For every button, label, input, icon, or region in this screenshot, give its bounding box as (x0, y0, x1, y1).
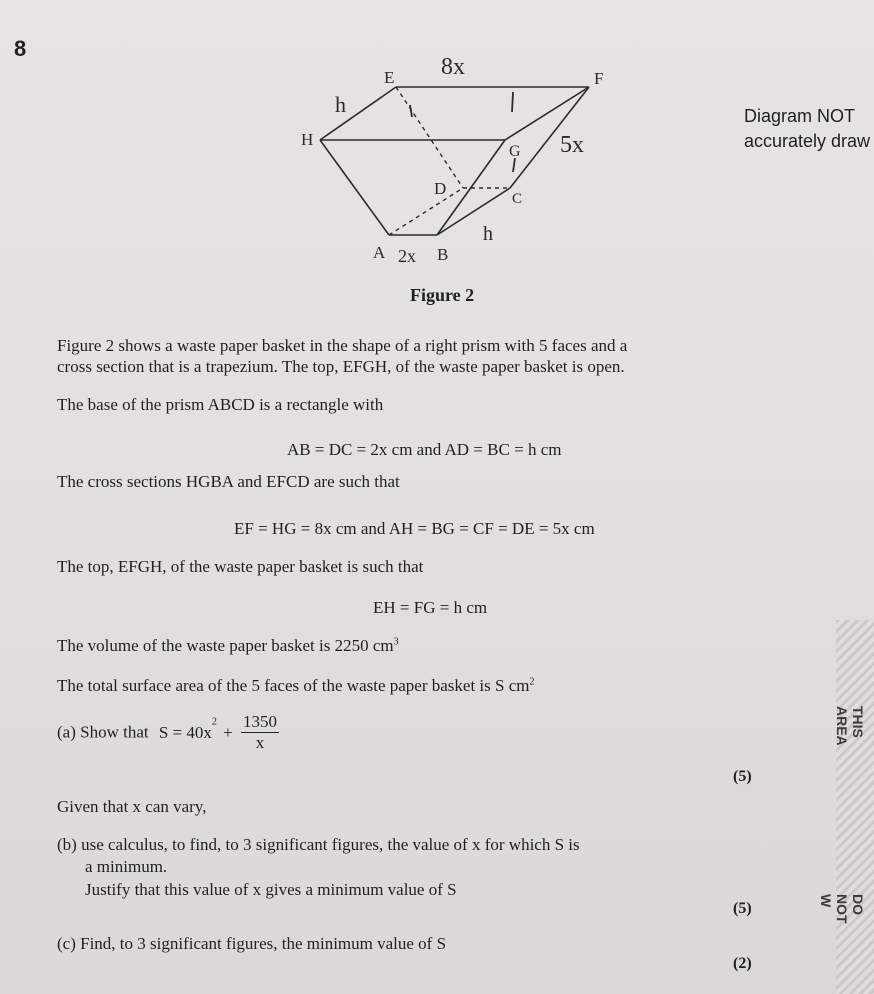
volume-exponent: 3 (393, 636, 399, 648)
equation-base: AB = DC = 2x cm and AD = BC = h cm (287, 440, 562, 459)
volume-value: 2250 cm (334, 636, 394, 655)
vertex-label-C: C (512, 191, 523, 207)
marks-a: (5) (733, 768, 752, 785)
vertex-label-E: E (384, 68, 395, 87)
vertex-label-D: D (434, 179, 447, 198)
margin-text-upper: THIS AREA (834, 706, 866, 746)
part-a-label: (a) Show that (57, 722, 149, 742)
vertex-label-F: F (594, 69, 604, 88)
surface-area-statement (57, 676, 535, 696)
edge-BC (437, 188, 510, 235)
area-exponent: 2 (529, 676, 535, 688)
prism-diagram (0, 0, 874, 300)
edge-HE (320, 87, 396, 140)
part-a-fraction (241, 712, 279, 753)
diagram-note-line2: accurately draw (744, 131, 871, 151)
part-b-line-1: (b) use calculus, to find, to 3 significant figures, the value of x for which S is (57, 835, 580, 854)
part-b-line-2: a minimum. (85, 857, 168, 876)
question-number: 8 (14, 36, 27, 61)
volume-prefix: The volume of the waste paper basket is (57, 636, 335, 655)
part-a (57, 712, 279, 753)
figure-caption: Figure 2 (410, 285, 475, 305)
cross-section-intro: The cross sections HGBA and EFCD are such that (57, 472, 400, 491)
area-value: S cm (495, 676, 530, 695)
annotation-h-left: h (335, 92, 346, 117)
margin-hatch (836, 620, 874, 994)
vertex-label-G: G (509, 143, 521, 160)
vertex-label-B: B (437, 245, 449, 264)
intro-line-1: Figure 2 shows a waste paper basket in the shape of a right prism with 5 faces and a (57, 336, 628, 355)
vertex-label-A: A (373, 243, 386, 262)
annotation-2x: 2x (398, 246, 416, 266)
part-a-denominator: x (255, 733, 265, 752)
tick-lower (513, 158, 515, 172)
base-intro: The base of the prism ABCD is a rectangle with (57, 395, 384, 414)
edge-HA (320, 140, 389, 235)
diagram-note-line1: Diagram NOT (744, 106, 856, 126)
part-a-numerator: 1350 (242, 712, 277, 731)
annotation-5x: 5x (560, 132, 584, 158)
vertex-label-H: H (301, 130, 314, 149)
hidden-edge-ED (396, 87, 463, 188)
hidden-edge-AD (389, 188, 463, 235)
part-a-exponent: 2 (211, 716, 217, 728)
part-c: (c) Find, to 3 significant figures, the minimum value of S (57, 934, 447, 953)
margin-text-lower: DO NOT W (818, 894, 866, 924)
marks-b: (5) (733, 900, 752, 917)
given-line: Given that x can vary, (57, 797, 207, 816)
volume-statement (57, 636, 399, 656)
marks-c: (2) (733, 955, 752, 972)
part-a-lhs: S = 40x (158, 722, 212, 742)
equation-cross-section: EF = HG = 8x cm and AH = BG = CF = DE = 5x cm (234, 519, 595, 538)
area-prefix: The total surface area of the 5 faces of the waste paper basket is (57, 676, 496, 695)
tick-top-left (410, 105, 412, 117)
top-intro: The top, EFGH, of the waste paper basket is such that (57, 557, 424, 576)
annotation-h-depth: h (483, 223, 493, 245)
part-b-line-3: Justify that this value of x gives a minimum value of S (85, 880, 457, 899)
intro-line-2: cross section that is a trapezium. The top, EFGH, of the waste paper basket is open. (57, 357, 625, 376)
equation-top: EH = FG = h cm (373, 598, 488, 617)
part-a-plus: + (223, 722, 233, 742)
tick-top-right (512, 92, 513, 112)
annotation-8x: 8x (441, 54, 465, 80)
